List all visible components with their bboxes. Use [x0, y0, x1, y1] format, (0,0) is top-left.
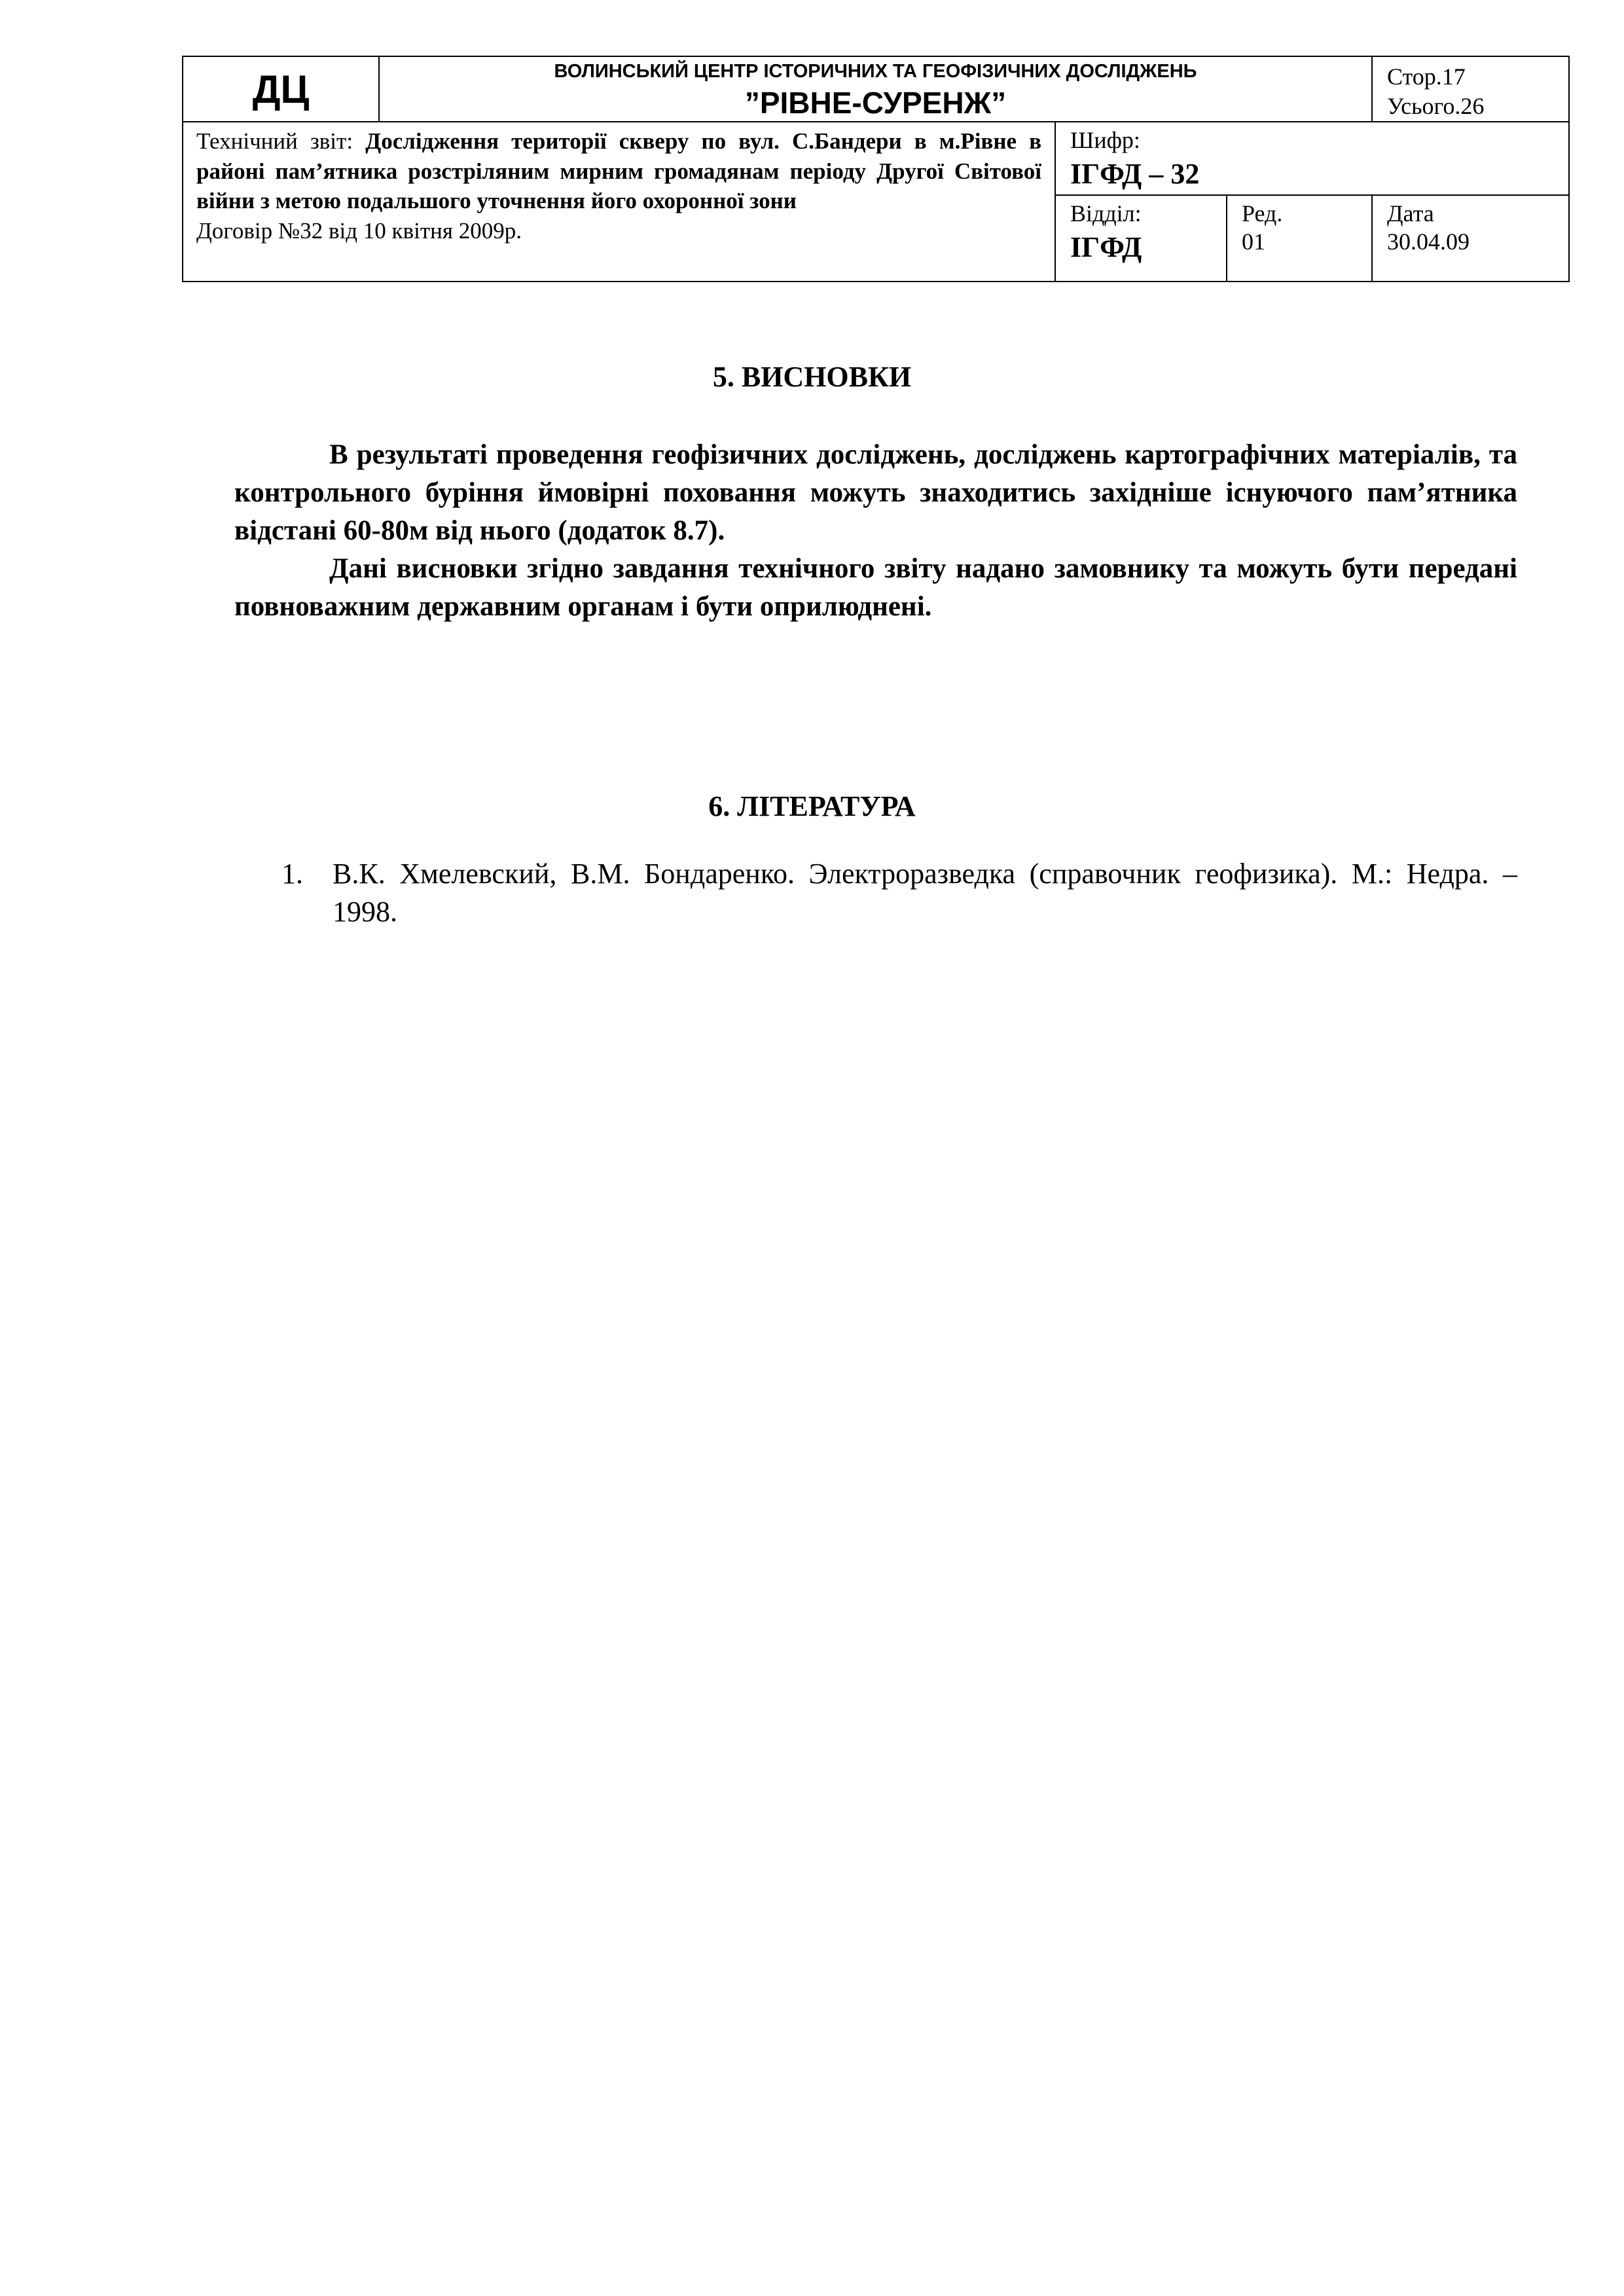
revision-value: 01 [1242, 228, 1265, 255]
page-counter [1372, 56, 1569, 122]
cipher-label: Шифр: [1070, 127, 1140, 153]
org-name [379, 56, 1372, 122]
department-cell [1055, 195, 1227, 282]
report-label: Технічний звіт: [196, 128, 353, 154]
department-label: Відділ: [1070, 200, 1142, 227]
list-item [281, 855, 1517, 931]
page-number: Стор.17 [1387, 64, 1466, 90]
revision-label: Ред. [1242, 200, 1283, 227]
contract-line: Договір №32 від 10 квітня 2009р. [196, 217, 522, 244]
page-total: Усього.26 [1387, 93, 1485, 119]
org-name-line2: ”РІВНЕ-СУРЕНЖ” [744, 86, 1007, 120]
title-block [182, 56, 1570, 282]
org-name-line1: ВОЛИНСЬКИЙ ЦЕНТР ІСТОРИЧНИХ ТА ГЕОФІЗИЧНИХ ДОСЛІДЖЕНЬ [554, 61, 1197, 82]
cipher-cell [1055, 122, 1569, 195]
list-item-number: 1. [281, 858, 303, 890]
report-description [183, 122, 1055, 282]
section-5-title: 5. ВИСНОВКИ [712, 361, 912, 393]
revision-cell [1227, 195, 1372, 282]
department-value: ІГФД [1070, 231, 1142, 264]
cipher-value: ІГФД – 32 [1070, 158, 1200, 191]
conclusion-paragraph-1: В результаті проведення геофізичних досліджень, досліджень картографічних матеріалів, та контрольного буріння ймовірні поховання можуть знаходитись західніше існуючого пам’ятника відстані 60-80м від нього (додаток 8.7). [234, 439, 1517, 546]
report-title: Дослідження території скверу по вул. С.Бандери в м.Рівне в районі пам’ятника розстріляним мирним громадянам періоду Другої Світової війни з метою подальшого уточнення його охоронної зони [196, 128, 1042, 213]
section-6-title: 6. ЛІТЕРАТУРА [708, 790, 916, 822]
list-item-text: В.К. Хмелевский, В.М. Бондаренко. Электроразведка (справочник геофизика). М.: Недра. – 1998. [333, 858, 1517, 928]
org-code: ДЦ [183, 56, 379, 122]
date-cell [1372, 195, 1569, 282]
literature-list [281, 855, 1517, 931]
conclusion-paragraph-2: Дані висновки згідно завдання технічного звіту надано замовнику та можуть бути передані повноважним державним органам і бути оприлюднені. [234, 553, 1517, 622]
date-value: 30.04.09 [1387, 228, 1470, 255]
date-label: Дата [1387, 200, 1434, 227]
